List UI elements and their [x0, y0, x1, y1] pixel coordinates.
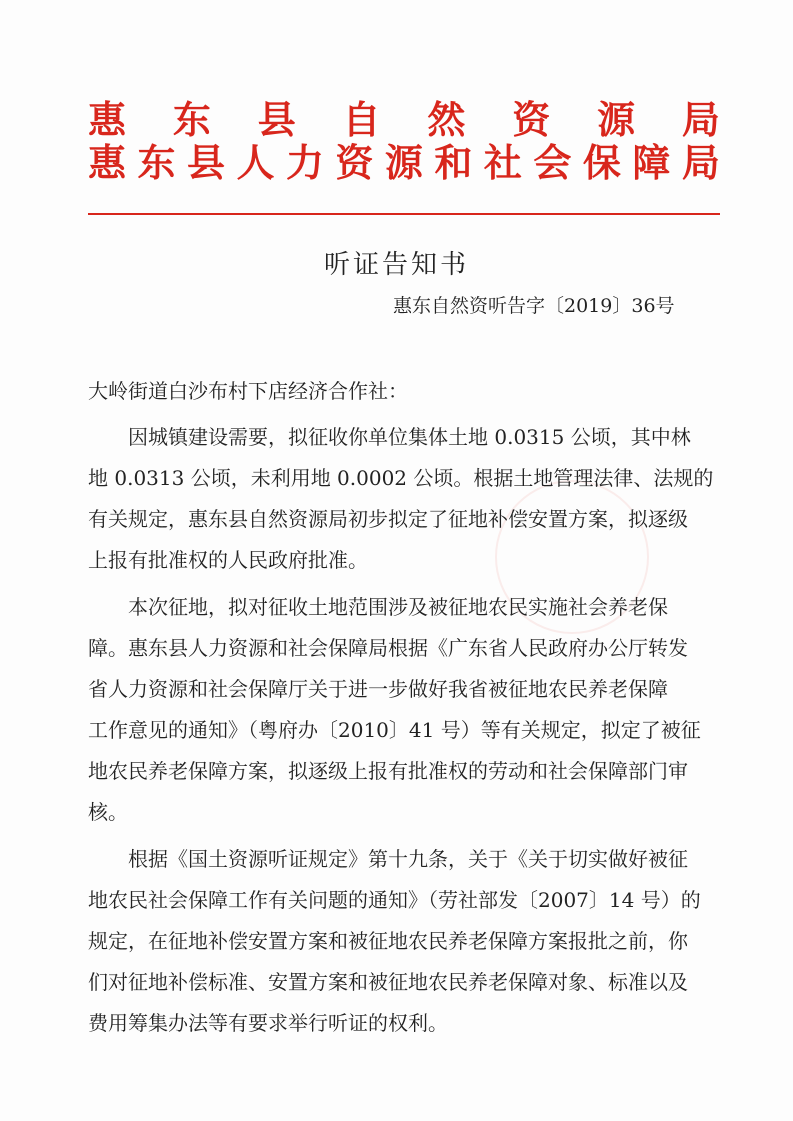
authority-char: 局 — [681, 140, 720, 185]
authority-char: 源 — [384, 140, 423, 185]
paragraph-2-line-3: 省人力资源和社会保障厅关于进一步做好我省被征地农民养老保障 — [88, 677, 668, 701]
authority-char: 惠 — [88, 140, 127, 185]
paragraph-3-line-5: 费用筹集办法等有要求举行听证的权利。 — [88, 1011, 448, 1035]
paragraph-2-line-6: 核。 — [88, 800, 128, 824]
paragraph-1-line-4: 上报有批准权的人民政府批准。 — [88, 548, 368, 572]
recipient-line: 大岭街道白沙布村下店经济合作社： — [88, 379, 408, 403]
authority-char: 局 — [681, 97, 720, 142]
paragraph-3-line-1: 根据《国土资源听证规定》第十九条，关于《关于切实做好被征 — [128, 847, 688, 871]
authority-char: 会 — [533, 140, 572, 185]
paragraph-3-line-4: 们对征地补偿标准、安置方案和被征地农民养老保障对象、标准以及 — [88, 970, 688, 994]
authority-char: 东 — [137, 140, 176, 185]
authority-char: 保 — [582, 140, 621, 185]
paragraph-2-line-5: 地农民养老保障方案，拟逐级上报有批准权的劳动和社会保障部门审 — [88, 759, 688, 783]
authority-char: 和 — [434, 140, 473, 185]
authority-char: 社 — [483, 140, 522, 185]
authority-char: 东 — [172, 97, 211, 142]
paragraph-3-line-2: 地农民社会保障工作有关问题的通知》（劳社部发〔2007〕14 号）的 — [88, 888, 701, 912]
document-title: 听证告知书 — [323, 250, 469, 280]
authority-char: 县 — [186, 140, 225, 185]
authority-char: 障 — [632, 140, 671, 185]
issuing-authority-line-1 — [88, 98, 720, 142]
issuing-authority-line-2 — [88, 141, 720, 185]
header-divider — [88, 213, 720, 215]
authority-char: 然 — [427, 97, 466, 142]
authority-char: 源 — [597, 97, 636, 142]
authority-char: 资 — [335, 140, 374, 185]
document-number: 惠东自然资听告字〔2019〕36号 — [393, 295, 675, 317]
paragraph-1-line-3: 有关规定，惠东县自然资源局初步拟定了征地补偿安置方案，拟逐级 — [88, 507, 688, 531]
paragraph-2-line-4: 工作意见的通知》（粤府办〔2010〕41 号）等有关规定，拟定了被征 — [88, 718, 701, 742]
paragraph-1-line-1: 因城镇建设需要，拟征收你单位集体土地 0.0315 公顷，其中林 — [128, 425, 691, 449]
authority-char: 资 — [512, 97, 551, 142]
authority-char: 惠 — [88, 97, 127, 142]
paragraph-1-line-2: 地 0.0313 公顷，未利用地 0.0002 公顷。根据土地管理法律、法规的 — [88, 466, 714, 490]
paragraph-3-line-3: 规定，在征地补偿安置方案和被征地农民养老保障方案报批之前，你 — [88, 929, 688, 953]
authority-char: 人 — [236, 140, 275, 185]
authority-char: 自 — [342, 97, 381, 142]
paragraph-2-line-1: 本次征地，拟对征收土地范围涉及被征地农民实施社会养老保 — [128, 595, 668, 619]
authority-char: 县 — [257, 97, 296, 142]
paragraph-2-line-2: 障。惠东县人力资源和社会保障局根据《广东省人民政府办公厅转发 — [88, 636, 688, 660]
authority-char: 力 — [285, 140, 324, 185]
